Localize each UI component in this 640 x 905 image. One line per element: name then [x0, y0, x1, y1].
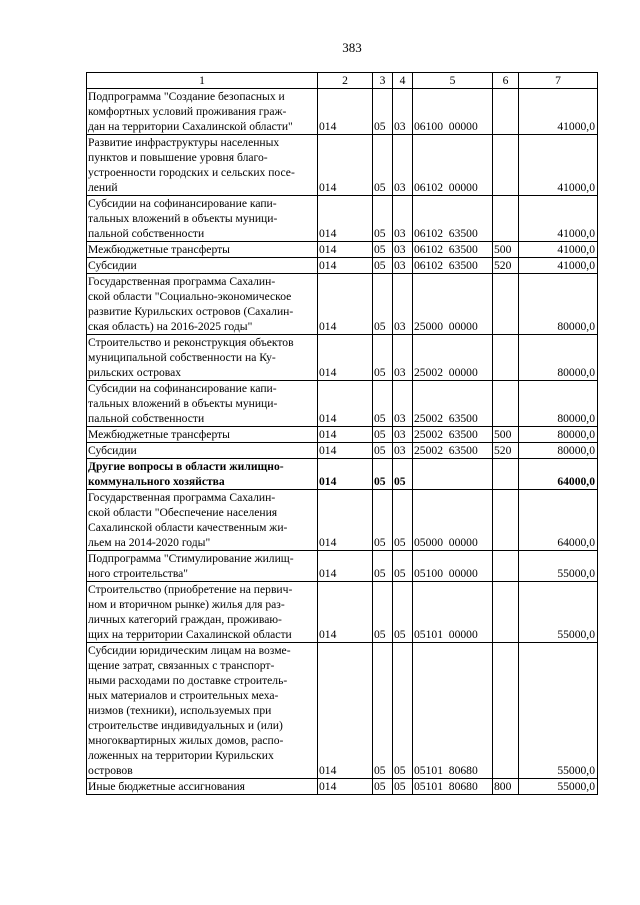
row-c7-cell: 80000,0 — [519, 443, 598, 459]
row-c2-cell: 014 — [318, 274, 373, 335]
row-c4-cell: 05 — [393, 582, 413, 643]
row-c2-cell: 014 — [318, 582, 373, 643]
row-name-cell: Государственная программа Сахалин- ской области "Обеспечение населения Сахалинской области качественным жи- льем на 2014-2020 годы" — [87, 490, 318, 551]
row-c2-cell: 014 — [318, 335, 373, 381]
row-c5-cell: 05100 00000 — [413, 551, 493, 582]
row-c6-cell — [493, 490, 519, 551]
row-c3-cell: 05 — [373, 242, 393, 258]
row-c2-cell: 014 — [318, 490, 373, 551]
row-c6-cell — [493, 381, 519, 427]
row-c6-cell: 500 — [493, 242, 519, 258]
row-c4-cell: 03 — [393, 335, 413, 381]
row-c7-cell: 41000,0 — [519, 135, 598, 196]
budget-table — [86, 72, 598, 795]
table-row — [87, 335, 598, 381]
table-row — [87, 381, 598, 427]
row-c7-cell: 41000,0 — [519, 89, 598, 135]
header-cell: 3 — [373, 73, 393, 89]
row-c7-cell: 80000,0 — [519, 274, 598, 335]
row-c3-cell: 05 — [373, 779, 393, 795]
row-c7-cell: 80000,0 — [519, 427, 598, 443]
table-row — [87, 196, 598, 242]
row-c3-cell: 05 — [373, 582, 393, 643]
row-c7-cell: 41000,0 — [519, 258, 598, 274]
row-c5-cell: 25002 63500 — [413, 381, 493, 427]
row-name-cell: Развитие инфраструктуры населенных пунктов и повышение уровня благо- устроенности городских и сельских посе- лений — [87, 135, 318, 196]
row-c3-cell: 05 — [373, 459, 393, 490]
row-c7-cell: 55000,0 — [519, 551, 598, 582]
row-c6-cell — [493, 459, 519, 490]
row-c2-cell: 014 — [318, 459, 373, 490]
row-c5-cell: 06102 63500 — [413, 242, 493, 258]
row-c4-cell: 05 — [393, 551, 413, 582]
table-row — [87, 490, 598, 551]
header-cell: 1 — [87, 73, 318, 89]
row-name-cell: Субсидии юридическим лицам на возме- щение затрат, связанных с транспорт- ными расходами по доставке строитель- ных материалов и строительных меха- низмов (техники), используемых при строительстве индивидуальных и (или) многоквартирных жилых домов, распо- ложенных на территории Курильских островов — [87, 643, 318, 779]
row-c7-cell: 41000,0 — [519, 242, 598, 258]
table-row — [87, 135, 598, 196]
row-c3-cell: 05 — [373, 335, 393, 381]
row-c3-cell: 05 — [373, 427, 393, 443]
row-c7-cell: 64000,0 — [519, 459, 598, 490]
row-name-cell: Иные бюджетные ассигнования — [87, 779, 318, 795]
row-c4-cell: 03 — [393, 196, 413, 242]
row-c3-cell: 05 — [373, 196, 393, 242]
row-c2-cell: 014 — [318, 443, 373, 459]
row-c5-cell: 25002 00000 — [413, 335, 493, 381]
table-row — [87, 89, 598, 135]
row-c6-cell — [493, 196, 519, 242]
header-cell: 5 — [413, 73, 493, 89]
row-c2-cell: 014 — [318, 551, 373, 582]
row-name-cell: Государственная программа Сахалин- ской области "Социально-экономическое развитие Курильских островов (Сахалин- ская область) на 2016-2025 годы" — [87, 274, 318, 335]
row-c4-cell: 03 — [393, 427, 413, 443]
row-c6-cell: 520 — [493, 258, 519, 274]
row-c5-cell: 05000 00000 — [413, 490, 493, 551]
row-c6-cell — [493, 89, 519, 135]
row-c4-cell: 03 — [393, 274, 413, 335]
row-c7-cell: 41000,0 — [519, 196, 598, 242]
row-name-cell: Субсидии на софинансирование капи- тальных вложений в объекты муници- пальной собственности — [87, 196, 318, 242]
row-name-cell: Межбюджетные трансферты — [87, 242, 318, 258]
row-c3-cell: 05 — [373, 381, 393, 427]
row-name-cell: Межбюджетные трансферты — [87, 427, 318, 443]
row-c5-cell: 06102 63500 — [413, 196, 493, 242]
row-c6-cell — [493, 274, 519, 335]
table-row — [87, 459, 598, 490]
table-row — [87, 258, 598, 274]
header-cell: 4 — [393, 73, 413, 89]
row-c6-cell: 800 — [493, 779, 519, 795]
row-c4-cell: 03 — [393, 135, 413, 196]
table-row — [87, 643, 598, 779]
row-c5-cell: 05101 00000 — [413, 582, 493, 643]
row-c6-cell — [493, 582, 519, 643]
header-cell: 7 — [519, 73, 598, 89]
row-c4-cell: 03 — [393, 242, 413, 258]
row-c2-cell: 014 — [318, 89, 373, 135]
row-c5-cell — [413, 459, 493, 490]
row-c3-cell: 05 — [373, 89, 393, 135]
row-c7-cell: 80000,0 — [519, 335, 598, 381]
row-c3-cell: 05 — [373, 258, 393, 274]
row-c3-cell: 05 — [373, 135, 393, 196]
row-c2-cell: 014 — [318, 779, 373, 795]
row-name-cell: Субсидии — [87, 258, 318, 274]
page-number: 383 — [342, 40, 362, 55]
row-c5-cell: 06102 63500 — [413, 258, 493, 274]
table-row — [87, 242, 598, 258]
row-c7-cell: 55000,0 — [519, 643, 598, 779]
row-c3-cell: 05 — [373, 643, 393, 779]
row-c2-cell: 014 — [318, 258, 373, 274]
row-c5-cell: 06102 00000 — [413, 135, 493, 196]
row-c6-cell — [493, 551, 519, 582]
row-c4-cell: 05 — [393, 643, 413, 779]
row-c6-cell — [493, 643, 519, 779]
header-row — [87, 73, 598, 89]
header-cell: 2 — [318, 73, 373, 89]
row-c5-cell: 06100 00000 — [413, 89, 493, 135]
row-c4-cell: 03 — [393, 443, 413, 459]
row-c3-cell: 05 — [373, 274, 393, 335]
row-name-cell: Субсидии — [87, 443, 318, 459]
table-row — [87, 551, 598, 582]
row-c4-cell: 03 — [393, 258, 413, 274]
row-name-cell: Строительство (приобретение на первич- ном и вторичном рынке) жилья для раз- личных категорий граждан, проживаю- щих на территории Сахалинской области — [87, 582, 318, 643]
row-c7-cell: 55000,0 — [519, 779, 598, 795]
row-c6-cell — [493, 135, 519, 196]
row-c7-cell: 80000,0 — [519, 381, 598, 427]
row-c2-cell: 014 — [318, 643, 373, 779]
row-c5-cell: 25002 63500 — [413, 427, 493, 443]
row-c3-cell: 05 — [373, 551, 393, 582]
row-c4-cell: 03 — [393, 89, 413, 135]
table-row — [87, 582, 598, 643]
row-c4-cell: 03 — [393, 381, 413, 427]
row-c5-cell: 25000 00000 — [413, 274, 493, 335]
header-cell: 6 — [493, 73, 519, 89]
row-c4-cell: 05 — [393, 459, 413, 490]
row-name-cell: Подпрограмма "Стимулирование жилищ- ного строительства" — [87, 551, 318, 582]
row-name-cell: Подпрограмма "Создание безопасных и комфортных условий проживания граж- дан на территории Сахалинской области" — [87, 89, 318, 135]
table-row — [87, 443, 598, 459]
table-row — [87, 274, 598, 335]
row-c4-cell: 05 — [393, 779, 413, 795]
row-c5-cell: 05101 80680 — [413, 779, 493, 795]
row-c2-cell: 014 — [318, 242, 373, 258]
row-c4-cell: 05 — [393, 490, 413, 551]
table-row — [87, 427, 598, 443]
row-c6-cell — [493, 335, 519, 381]
row-c5-cell: 05101 80680 — [413, 643, 493, 779]
row-c3-cell: 05 — [373, 490, 393, 551]
row-c7-cell: 55000,0 — [519, 582, 598, 643]
row-c5-cell: 25002 63500 — [413, 443, 493, 459]
row-c2-cell: 014 — [318, 427, 373, 443]
row-c3-cell: 05 — [373, 443, 393, 459]
row-c7-cell: 64000,0 — [519, 490, 598, 551]
row-c2-cell: 014 — [318, 135, 373, 196]
table-row — [87, 779, 598, 795]
row-c2-cell: 014 — [318, 381, 373, 427]
row-name-cell: Другие вопросы в области жилищно- коммунального хозяйства — [87, 459, 318, 490]
row-name-cell: Строительство и реконструкция объектов муниципальной собственности на Ку- рильских островах — [87, 335, 318, 381]
row-name-cell: Субсидии на софинансирование капи- тальных вложений в объекты муници- пальной собственности — [87, 381, 318, 427]
row-c6-cell: 500 — [493, 427, 519, 443]
row-c6-cell: 520 — [493, 443, 519, 459]
row-c2-cell: 014 — [318, 196, 373, 242]
